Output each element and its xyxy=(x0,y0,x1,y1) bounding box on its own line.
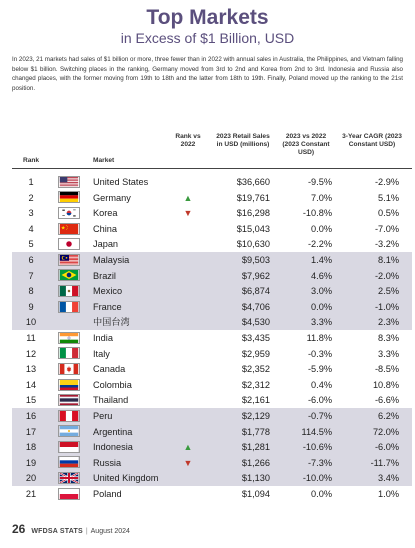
table-row xyxy=(12,408,412,424)
cagr-cell: -7.0% xyxy=(374,223,399,234)
market-cell: Mexico xyxy=(93,286,123,297)
cagr-cell: 3.3% xyxy=(378,348,399,359)
mexico-flag xyxy=(58,285,80,297)
rank-cell: 20 xyxy=(25,473,37,484)
sales-cell: $1,778 xyxy=(241,426,270,437)
market-cell: Colombia xyxy=(93,379,132,390)
market-cell: Thailand xyxy=(93,395,129,406)
argentina-flag xyxy=(58,425,80,437)
sales-cell: $4,706 xyxy=(241,301,270,312)
rank-cell: 7 xyxy=(28,270,34,281)
yoy-cell: -0.3% xyxy=(307,348,332,359)
yoy-cell: 3.3% xyxy=(311,317,332,328)
yoy-cell: 1.4% xyxy=(311,254,332,265)
cagr-cell: 8.1% xyxy=(378,254,399,265)
market-cell: Poland xyxy=(93,488,122,499)
rank-cell: 5 xyxy=(28,239,34,250)
page-number: 26 xyxy=(12,522,26,536)
cagr-cell: -2.0% xyxy=(374,270,399,281)
yoy-cell: -7.3% xyxy=(307,457,332,468)
yoy-cell: -10.0% xyxy=(302,473,332,484)
column-header-cagr: 3-Year CAGR (2023 Constant USD) xyxy=(342,133,402,149)
market-cell: United Kingdom xyxy=(93,473,159,484)
cagr-cell: -1.0% xyxy=(374,301,399,312)
rank-cell: 2 xyxy=(28,192,34,203)
sales-cell: $1,094 xyxy=(241,488,270,499)
malaysia-flag xyxy=(58,254,80,266)
cagr-cell: -8.5% xyxy=(374,364,399,375)
column-header-market: Market xyxy=(93,157,115,164)
rank-down-arrow-icon: ▼ xyxy=(183,457,193,468)
market-cell: Germany xyxy=(93,192,131,203)
rank-up-arrow-icon: ▲ xyxy=(183,442,193,453)
market-cell: Italy xyxy=(93,348,110,359)
japan-flag xyxy=(58,238,80,250)
table-row xyxy=(12,455,412,471)
rank-cell: 4 xyxy=(28,223,34,234)
cagr-cell: 1.0% xyxy=(378,488,399,499)
cagr-cell: -3.2% xyxy=(374,239,399,250)
market-cell: Malaysia xyxy=(93,254,130,265)
market-cell: Brazil xyxy=(93,270,116,281)
cagr-cell: 2.5% xyxy=(378,286,399,297)
table-row xyxy=(12,221,412,237)
yoy-cell: 0.4% xyxy=(311,379,332,390)
column-header-rank-change: Rank vs 2022 xyxy=(175,133,201,149)
cagr-cell: 3.4% xyxy=(378,473,399,484)
rank-cell: 14 xyxy=(25,379,37,390)
cagr-cell: 6.2% xyxy=(378,410,399,421)
yoy-cell: -5.9% xyxy=(307,364,332,375)
yoy-cell: -10.8% xyxy=(302,208,332,219)
sales-cell: $16,298 xyxy=(236,208,270,219)
yoy-cell: -0.7% xyxy=(307,410,332,421)
sales-cell: $4,530 xyxy=(241,317,270,328)
uk-flag xyxy=(58,472,80,484)
peru-flag xyxy=(58,410,80,422)
sales-cell: $15,043 xyxy=(236,223,270,234)
market-cell: Peru xyxy=(93,410,113,421)
rank-cell: 12 xyxy=(25,348,37,359)
column-header-yoy: 2023 vs 2022 (2023 Constant USD) xyxy=(282,133,330,157)
table-row xyxy=(12,190,412,206)
market-cell: Canada xyxy=(93,364,126,375)
germany-flag xyxy=(58,191,80,203)
rank-cell: 11 xyxy=(26,332,36,343)
sales-cell: $2,352 xyxy=(241,364,270,375)
rank-cell: 9 xyxy=(28,301,34,312)
table-row xyxy=(12,330,412,346)
market-cell: France xyxy=(93,301,122,312)
yoy-cell: -2.2% xyxy=(307,239,332,250)
colombia-flag xyxy=(58,379,80,391)
rank-cell: 8 xyxy=(28,286,34,297)
rank-cell: 15 xyxy=(25,395,37,406)
yoy-cell: 11.8% xyxy=(306,332,332,343)
cagr-cell: 5.1% xyxy=(378,192,399,203)
cagr-cell: 8.3% xyxy=(378,332,399,343)
indonesia-flag xyxy=(58,441,80,453)
cagr-cell: -2.9% xyxy=(374,177,399,187)
footer-date: August 2024 xyxy=(90,528,130,535)
sales-cell: $1,266 xyxy=(241,457,270,468)
footer-separator: | xyxy=(85,528,88,535)
table-header xyxy=(12,131,412,167)
yoy-cell: -6.0% xyxy=(307,395,332,406)
sales-cell: $7,962 xyxy=(241,270,270,281)
sales-cell: $2,129 xyxy=(241,410,270,421)
yoy-cell: 7.0% xyxy=(311,192,332,203)
intro-paragraph: In 2023, 21 markets had sales of $1 billion or more, three fewer than in 2022 with annual sales in Australia, the Philippines, and Vietnam falling below $1 billion. Switching places in the ranking, Germany moved from 3rd to 2nd and Korea from 2nd to 3rd. Indonesia and Russia also changed places, with the former moving from 19th to 18th and the latter from 18th to 19th. Finally, Poland moved up the ranking to the 21st position. xyxy=(12,56,403,92)
korea-flag xyxy=(58,207,80,219)
brazil-flag xyxy=(58,269,80,281)
column-header-sales: 2023 Retail Sales in USD (millions) xyxy=(216,133,270,149)
market-cell: Korea xyxy=(93,208,118,219)
markets-table xyxy=(12,174,412,501)
header-divider xyxy=(12,168,412,169)
rank-down-arrow-icon: ▼ xyxy=(183,208,193,219)
table-row xyxy=(12,439,412,455)
table-row xyxy=(12,346,412,362)
table-row xyxy=(12,268,412,284)
rank-cell: 16 xyxy=(25,410,37,421)
rank-cell: 19 xyxy=(25,457,37,468)
footer-brand: WFDSA STATS xyxy=(31,528,83,535)
sales-cell: $1,130 xyxy=(241,473,270,484)
rank-cell: 10 xyxy=(25,317,37,328)
russia-flag xyxy=(58,456,80,468)
market-cell: India xyxy=(93,332,113,343)
table-row xyxy=(12,252,412,268)
yoy-cell: 0.0% xyxy=(311,223,332,234)
rank-cell: 13 xyxy=(25,364,37,375)
table-row xyxy=(12,424,412,440)
france-flag xyxy=(58,301,80,313)
sales-cell: $19,761 xyxy=(236,192,270,203)
cagr-cell: 72.0% xyxy=(372,426,399,437)
table-row xyxy=(12,470,412,486)
table-row xyxy=(12,314,412,330)
rank-cell: 17 xyxy=(25,426,37,437)
rank-cell: 18 xyxy=(25,442,37,453)
rank-cell: 3 xyxy=(28,208,34,219)
rank-cell: 1 xyxy=(28,177,34,187)
market-cell: United States xyxy=(93,177,149,187)
yoy-cell: 0.0% xyxy=(311,301,332,312)
market-cell: Argentina xyxy=(93,426,133,437)
sales-cell: $2,312 xyxy=(241,379,270,390)
market-cell: China xyxy=(93,223,118,234)
sales-cell: $2,959 xyxy=(241,348,270,359)
poland-flag xyxy=(58,488,80,500)
cagr-cell: 10.8% xyxy=(372,379,399,390)
sales-cell: $3,435 xyxy=(241,332,270,343)
sales-cell: $36,660 xyxy=(236,177,270,187)
flag-placeholder xyxy=(58,316,80,328)
yoy-cell: 3.0% xyxy=(311,286,332,297)
rank-cell: 21 xyxy=(25,488,37,499)
canada-flag xyxy=(58,363,80,375)
column-header-rank: Rank xyxy=(22,157,40,164)
rank-cell: 6 xyxy=(28,254,34,265)
yoy-cell: 114.5% xyxy=(301,426,332,437)
cagr-cell: -11.7% xyxy=(370,457,399,468)
china-flag xyxy=(58,223,80,235)
india-flag xyxy=(58,332,80,344)
table-row xyxy=(12,205,412,221)
market-cell: Russia xyxy=(93,457,122,468)
italy-flag xyxy=(58,347,80,359)
rank-up-arrow-icon: ▲ xyxy=(183,192,193,203)
cagr-cell: 2.3% xyxy=(378,317,399,328)
table-row xyxy=(12,283,412,299)
yoy-cell: -10.6% xyxy=(302,442,332,453)
thailand-flag xyxy=(58,394,80,406)
market-cell: 中国台湾 xyxy=(93,317,130,328)
sales-cell: $9,503 xyxy=(241,254,270,265)
table-row xyxy=(12,174,412,190)
table-row xyxy=(12,377,412,393)
cagr-cell: -6.0% xyxy=(374,442,399,453)
table-row xyxy=(12,299,412,315)
cagr-cell: -6.6% xyxy=(374,395,399,406)
sales-cell: $1,281 xyxy=(241,442,270,453)
yoy-cell: 0.0% xyxy=(311,488,332,499)
table-row xyxy=(12,392,412,408)
page-subtitle: in Excess of $1 Billion, USD xyxy=(120,30,295,46)
table-row xyxy=(12,236,412,252)
cagr-cell: 0.5% xyxy=(378,208,399,219)
sales-cell: $2,161 xyxy=(241,395,270,406)
market-cell: Indonesia xyxy=(93,442,133,453)
table-row xyxy=(12,486,412,502)
page-title: Top Markets xyxy=(146,6,269,29)
market-cell: Japan xyxy=(93,239,119,250)
yoy-cell: 4.6% xyxy=(311,270,332,281)
page-footer xyxy=(12,522,130,536)
us-flag xyxy=(58,176,80,188)
table-row xyxy=(12,361,412,377)
sales-cell: $10,630 xyxy=(236,239,270,250)
yoy-cell: -9.5% xyxy=(307,177,332,187)
sales-cell: $6,874 xyxy=(241,286,270,297)
